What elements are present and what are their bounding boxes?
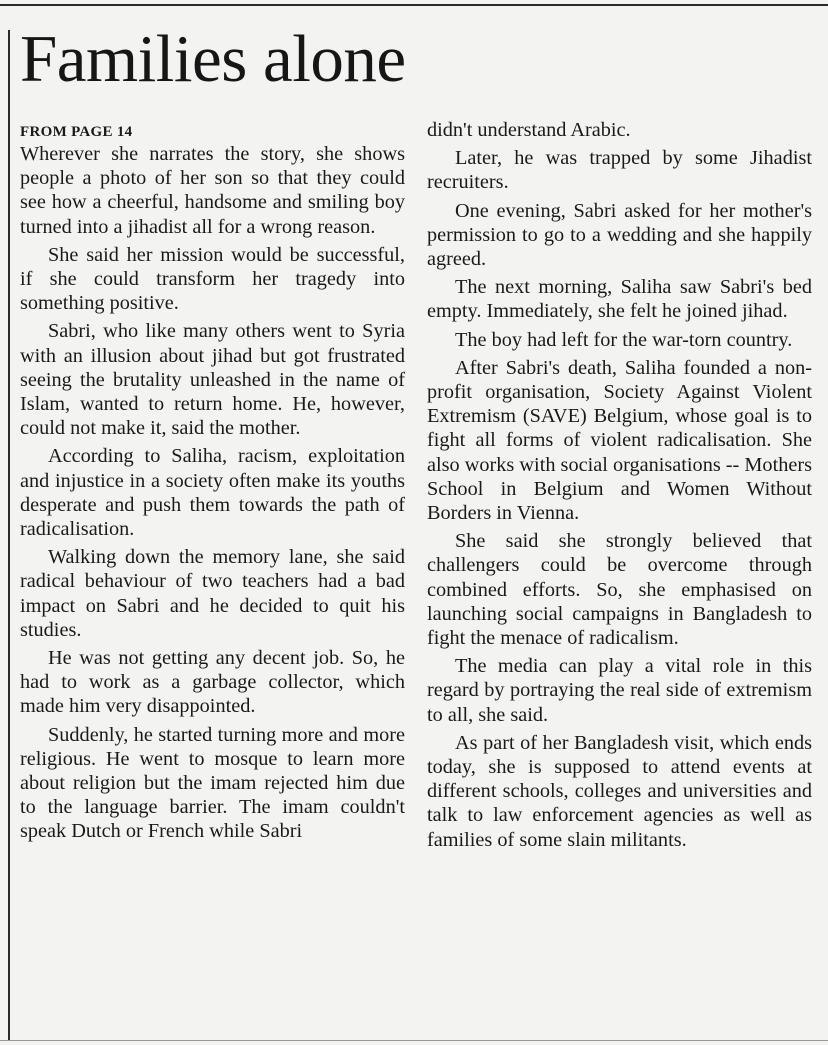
article-right-column <box>427 118 812 856</box>
jump-kicker: FROM PAGE 14 <box>20 124 133 140</box>
paragraph: As part of her Bangladesh visit, which ends today, she is supposed to attend events at different schools, colleges and universities and talk to law enforcement agencies as well as families of some slain militants. <box>427 731 812 851</box>
paragraph: Wherever she narrates the story, she shows people a photo of her son so that they could see how a cheerful, handsome and smiling boy turned into a jihadist all for a wrong reason. <box>20 143 405 238</box>
paragraph: According to Saliha, racism, exploitation and injustice in a society often make its youths desperate and push them towards the path of radicalisation. <box>20 445 405 541</box>
paragraph: Walking down the memory lane, she said radical behaviour of two teachers had a bad impact on Sabri and he decided to quit his studies. <box>20 546 405 641</box>
paragraph: The next morning, Saliha saw Sabri's bed empty. Immediately, she felt he joined jihad. <box>427 276 812 323</box>
paragraph: After Sabri's death, Saliha founded a non-profit organisation, Society Against Violent Extremism (SAVE) Belgium, whose goal is to fight all forms of violent radicalisation. She also works with social organisations -- Mothers School in Belgium and Women Without Borders in Vienna. <box>427 356 812 525</box>
paragraph: The media can play a vital role in this regard by portraying the real side of extremism to all, she said. <box>427 655 812 726</box>
paragraph: Suddenly, he started turning more and more religious. He went to mosque to learn more about religion but the imam rejected him due to the language barrier. The imam couldn't speak Dutch or French while Sabri <box>20 723 405 843</box>
paragraph: didn't understand Arabic. <box>427 119 631 141</box>
paragraph: The boy had left for the war-torn country. <box>455 328 793 351</box>
left-column-rule <box>8 30 10 1040</box>
article-left-column <box>20 122 405 848</box>
bottom-rule <box>0 1040 828 1041</box>
paragraph: One evening, Sabri asked for her mother's permission to go to a wedding and she happily agreed. <box>427 199 812 271</box>
headline: Families alone <box>20 22 406 96</box>
top-rule <box>0 4 828 6</box>
paragraph: Sabri, who like many others went to Syria with an illusion about jihad but got frustrated seeing the brutality unleashed in the name of Islam, wanted to return home. He, however, could not make it, said the mother. <box>20 320 405 440</box>
paragraph: He was not getting any decent job. So, he had to work as a garbage collector, which made him very disappointed. <box>20 647 405 718</box>
paragraph: Later, he was trapped by some Jihadist recruiters. <box>427 147 812 194</box>
paragraph: She said she strongly believed that challengers could be overcome through combined efforts. So, she emphasised on launching social campaigns in Bangladesh to fight the menace of radicalism. <box>427 530 812 650</box>
paragraph: She said her mission would be successful, if she could transform her tragedy into something positive. <box>20 243 405 315</box>
